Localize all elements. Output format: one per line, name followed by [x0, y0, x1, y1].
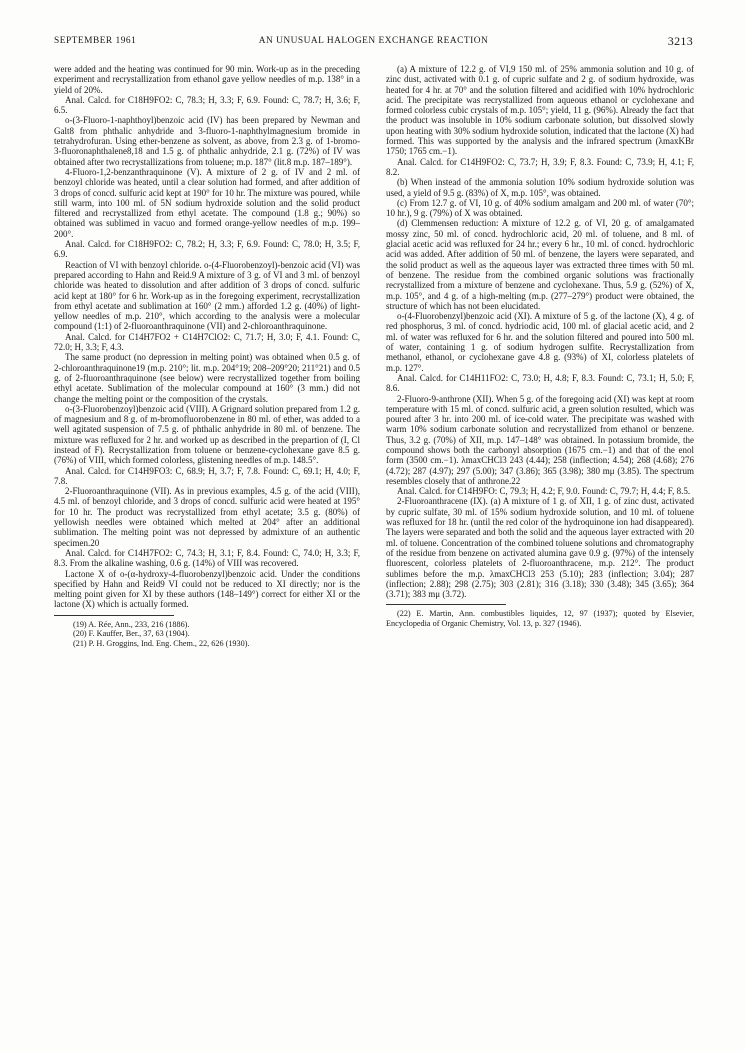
right-paragraphs — [386, 64, 694, 599]
right-column — [386, 64, 694, 629]
left-paragraphs — [54, 64, 360, 610]
header-title: AN UNUSUAL HALOGEN EXCHANGE REACTION — [258, 36, 489, 46]
paragraph: (b) When instead of the ammonia solution 10% sodium hydroxide solution was used, a yield of 9.5 g. (83%) of X, m.p. 105°, was obtained. — [386, 177, 694, 198]
paragraph: Anal. Calcd. for C14H11FO2: C, 73.0; H, 4.8; F, 8.3. Found: C, 73.1; H, 5.0; F, 8.6. — [386, 372, 694, 394]
paragraph: Anal. Calcd. for C14H7FO2 + C14H7ClO2: C, 71.7; H, 3.0; F, 4.1. Found: C, 72.0; H, 3.3; F, 4.3. — [54, 331, 360, 353]
paragraph: Reaction of VI with benzoyl chloride. o-(4-Fluorobenzoyl)-benzoic acid (VI) was prepared according to Hahn and Reid.9 A mixture of 3 g. of VI and 3 ml. of benzoyl chloride was heated to dissolution and after addition of 3 drops of concd. sulfuric acid kept at 180° for 6 hr. Work-up as in the foregoing experiment, recrystallization from ethyl acetate and sublimation at 160° (2 mm.) afforded 1.2 g. (40%) of light-yellow needles of m.p. 210°, which according to the analysis were a molecular compound (1:1) of 2-fluoroanthraquinone (VII) and 2-chloroanthraquinone. — [54, 259, 360, 332]
footnote-rule — [54, 615, 174, 616]
footnote-rule — [386, 604, 506, 605]
paragraph: Anal. Calcd. for C14H9FO2: C, 73.7; H, 3.9; F, 8.3. Found: C, 73.9; H, 4.1; F, 8.2. — [386, 156, 694, 177]
paragraph: Lactone X of o-(α-hydroxy-4-fluorobenzyl)benzoic acid. Under the conditions specified by Hahn and Reid9 VI could not be reduced to XI directly; nor is the melting point given for XI by these authors (148–149°) correct for either XI or the lactone (X) which is actually formed. — [54, 568, 360, 610]
page-number: 3213 — [667, 34, 693, 48]
paragraph: were added and the heating was continued for 90 min. Work-up as in the preceding experiment and recrystallization from ethanol gave yellow needles of m.p. 138° in a yield of 20%. — [54, 64, 360, 95]
paragraph: o-(3-Fluorobenzoyl)benzoic acid (VIII). A Grignard solution prepared from 1.2 g. of magnesium and 8 g. of m-bromofluorobenzene in 80 ml. of ether, was added to a well agitated suspension of 7.5 g. of phthalic anhydride in 80 ml. of benzene. The mixture was refluxed for 2 hr. and worked up as described in the prepartion of (I, Cl instead of F). Recrystallization from toluene or benzene-cyclohexane gave 8.5 g. (76%) of VIII, which formed colorless, glistening needles of m.p. 148.5°. — [54, 403, 360, 466]
paragraph: Anal. Calcd. for C18H9FO2: C, 78.2; H, 3.3; F, 6.9. Found: C, 78.0; H, 3.5; F, 6.9. — [54, 239, 360, 260]
paragraph: 4-Fluoro-1,2-benzanthraquinone (V). A mixture of 2 g. of IV and 2 ml. of benzoyl chloride was heated, until a clear solution had formed, and after addition of 3 drops of concd. sulfuric acid kept at 190° for 10 hr. The mixture was poured, while still warm, into 100 ml. of 5N sodium hydroxide solution and the solid product filtered and recrystallized from ethyl acetate. The compound (1.8 g.; 90%) so obtained was sublimed in vacuo and formed orange-yellow needles of m.p. 199–200°. — [54, 166, 360, 239]
left-column — [54, 64, 360, 649]
left-footnotes — [54, 620, 360, 649]
paragraph: 2-Fluoro-9-anthrone (XII). When 5 g. of the foregoing acid (XI) was kept at room temperature with 15 ml. of concd. sulfuric acid, a green solution resulted, which was poured after 3 hr. into 200 ml. of ice-cold water. The precipitate was washed with warm 10% sodium carbonate solution and recrystallized from ethanol or benzene. Thus, 3.2 g. (70%) of XII, m.p. 147–148° was obtained. In potassium bromide, the compound shows both the carbonyl absorption (1675 cm.−1) and that of the enol form (3500 cm.−1). λmaxCHCl3 243 (4.44); 258 (inflection; 4.54); 268 (4.68); 276 (4.72); 287 (4.97); 297 (5.00); 347 (3.86); 365 (3.98); 380 mμ (3.85). The spectrum resembles closely that of anthrone.22 — [386, 393, 694, 486]
footnote: (21) P. H. Groggins, Ind. Eng. Chem., 22, 626 (1930). — [73, 638, 250, 648]
footnote: (20) F. Kauffer, Ber., 37, 63 (1904). — [73, 629, 190, 639]
paragraph: o-(4-Fluorobenzyl)benzoic acid (XI). A mixture of 5 g. of the lactone (X), 4 g. of red phosphorus, 3 ml. of concd. hydriodic acid, 100 ml. of glacial acetic acid, and 2 ml. of water was refluxed for 6 hr. and the solution filtered and poured into 500 ml. of water, containing 1 g. of sodium hydrogen sulfite. Recrystallization from methanol, ethanol, or cyclohexane gave 4.8 g. (93%) of XI, colorless platelets of m.p. 127°. — [386, 311, 694, 373]
paragraph: 2-Fluoroanthraquinone (VII). As in previous examples, 4.5 g. of the acid (VIII), 4.5 ml. of benzoyl chloride, and 3 drops of concd. sulfuric acid were heated at 195° for 10 hr. The product was recrystallized from ethyl acetate; 3.5 g. (80%) of yellowish needles were obtained which melted at 204° after an additional sublimation. The melting point was not depressed by admixture of an authentic specimen.20 — [54, 486, 360, 548]
paragraph: Anal. Calcd. for C14H9FO3: C, 68.9; H, 3.7; F, 7.8. Found: C, 69.1; H, 4.0; F, 7.8. — [54, 465, 360, 486]
header-date: SEPTEMBER 1961 — [54, 36, 137, 46]
paragraph: Anal. Calcd. for C14H9FO: C, 79.3; H, 4.2; F, 9.0. Found: C, 79.7; H, 4.4; F, 8.5. — [397, 486, 691, 497]
right-footnotes — [386, 609, 694, 628]
paragraph: The same product (no depression in melting point) was obtained when 0.5 g. of 2-chloroanthraquinone19 (m.p. 210°; lit. m.p. 204°19; 208–209°20; 211°21) and 0.5 g. of 2-fluoroanthraquinone (see below) were recrystallized together from boiling ethyl acetate. Sublimation of the molecular compound at 160° (3 mm.) did not change the melting point or the composition of the crystals. — [54, 352, 360, 404]
paragraph: Anal. Calcd. for C14H7FO2: C, 74.3; H, 3.1; F, 8.4. Found: C, 74.0; H, 3.3; F, 8.3. From the alkaline washing, 0.6 g. (14%) of VIII was recovered. — [54, 547, 360, 569]
paragraph: (c) From 12.7 g. of VI, 10 g. of 40% sodium amalgam and 200 ml. of water (70°; 10 hr.), 9 g. (79%) of X was obtained. — [386, 197, 694, 219]
paragraph: Anal. Calcd. for C18H9FO2: C, 78.3; H, 3.3; F, 6.9. Found: C, 78.7; H, 3.6; F, 6.5. — [54, 94, 360, 116]
paragraph: 2-Fluoroanthracene (IX). (a) A mixture of 1 g. of XII, 1 g. of zinc dust, activated by cupric sulfate, 30 ml. of 15% sodium hydroxide solution, and 10 ml. of toluene was refluxed for 18 hr. (until the red color of the hydroquinone ion had disappeared). The layers were separated and both the solid and the aqueous layer extracted with 20 ml. of toluene. Concentration of the combined toluene solutions and chromatography of the residue from benzene on activated alumina gave 0.9 g. (97%) of the intensely fluorescent, colorless platelets of 2-fluoroanthracene, m.p. 212°. The product sublimes before the m.p. λmaxCHCl3 253 (5.10); 283 (inflection; 3.04); 287 (inflection; 2.88); 298 (2.75); 303 (2.81); 316 (3.18); 330 (3.48); 345 (3.65); 364 (3.71); 383 mμ (3.72). — [386, 496, 694, 600]
paragraph: (a) A mixture of 12.2 g. of VI,9 150 ml. of 25% ammonia solution and 10 g. of zinc dust, activated with 0.1 g. of cupric sulfate and 2 g. of sodium hydroxide, was heated for 4 hr. at 70° and the solution filtered and acidified with 10% hydrochloric acid. The precipitate was recrystallized from aqueous ethanol or cyclohexane and formed colorless cubic crystals of m.p. 105°; yield, 11 g. (96%). Already the fact that the product was insoluble in 10% sodium carbonate solution, but dissolved slowly upon heating with 30% sodium hydroxide solution, indicated that the lactone (X) had formed. This was supported by the analysis and the infrared spectrum (λmaxKBr 1750; 1765 cm.−1). — [386, 64, 694, 157]
footnote: (19) A. Rée, Ann., 233, 216 (1886). — [73, 619, 190, 629]
footnote: (22) E. Martin, Ann. combustibles liquides, 12, 97 (1937); quoted by Elsevier, Encyclopedia of Organic Chemistry, Vol. 13, p. 327 (1946). — [386, 609, 694, 629]
paragraph: (d) Clemmensen reduction: A mixture of 12.2 g. of VI, 20 g. of amalgamated mossy zinc, 50 ml. of concd. hydrochloric acid, 20 ml. of toluene, and 8 ml. of glacial acetic acid was refluxed for 24 hr.; every 6 hr., 10 ml. of concd. hydrochloric acid was added. After addition of 50 ml. of benzene, the layers were separated, and the solid product as well as the aqueous layer was extracted three times with 50 ml. of benzene. The residue from the combined organic solutions was fractionally recrystallized from a mixture of benzene and cyclohexane. Thus, 5.9 g. (52%) of X, m.p. 105°, and 4 g. of a high-melting (m.p. (277–279°) product were obtained, the structure of which has not been elucidated. — [386, 218, 694, 311]
paragraph: o-(3-Fluoro-1-naphthoyl)benzoic acid (IV) has been prepared by Newman and Galt8 from phthalic anhydride and 3-fluoro-1-naphthylmagnesium bromide in tetrahydrofuran. Using ether-benzene as solvent, as above, from 2.3 g. of 1-bromo-3-fluoronaphthalene8,18 and 1.5 g. of phthalic anhydride, 2.1 g. (72%) of IV was obtained after two recrystallizations from toluene; m.p. 187° (lit.8 m.p. 187–189°). — [54, 115, 360, 167]
